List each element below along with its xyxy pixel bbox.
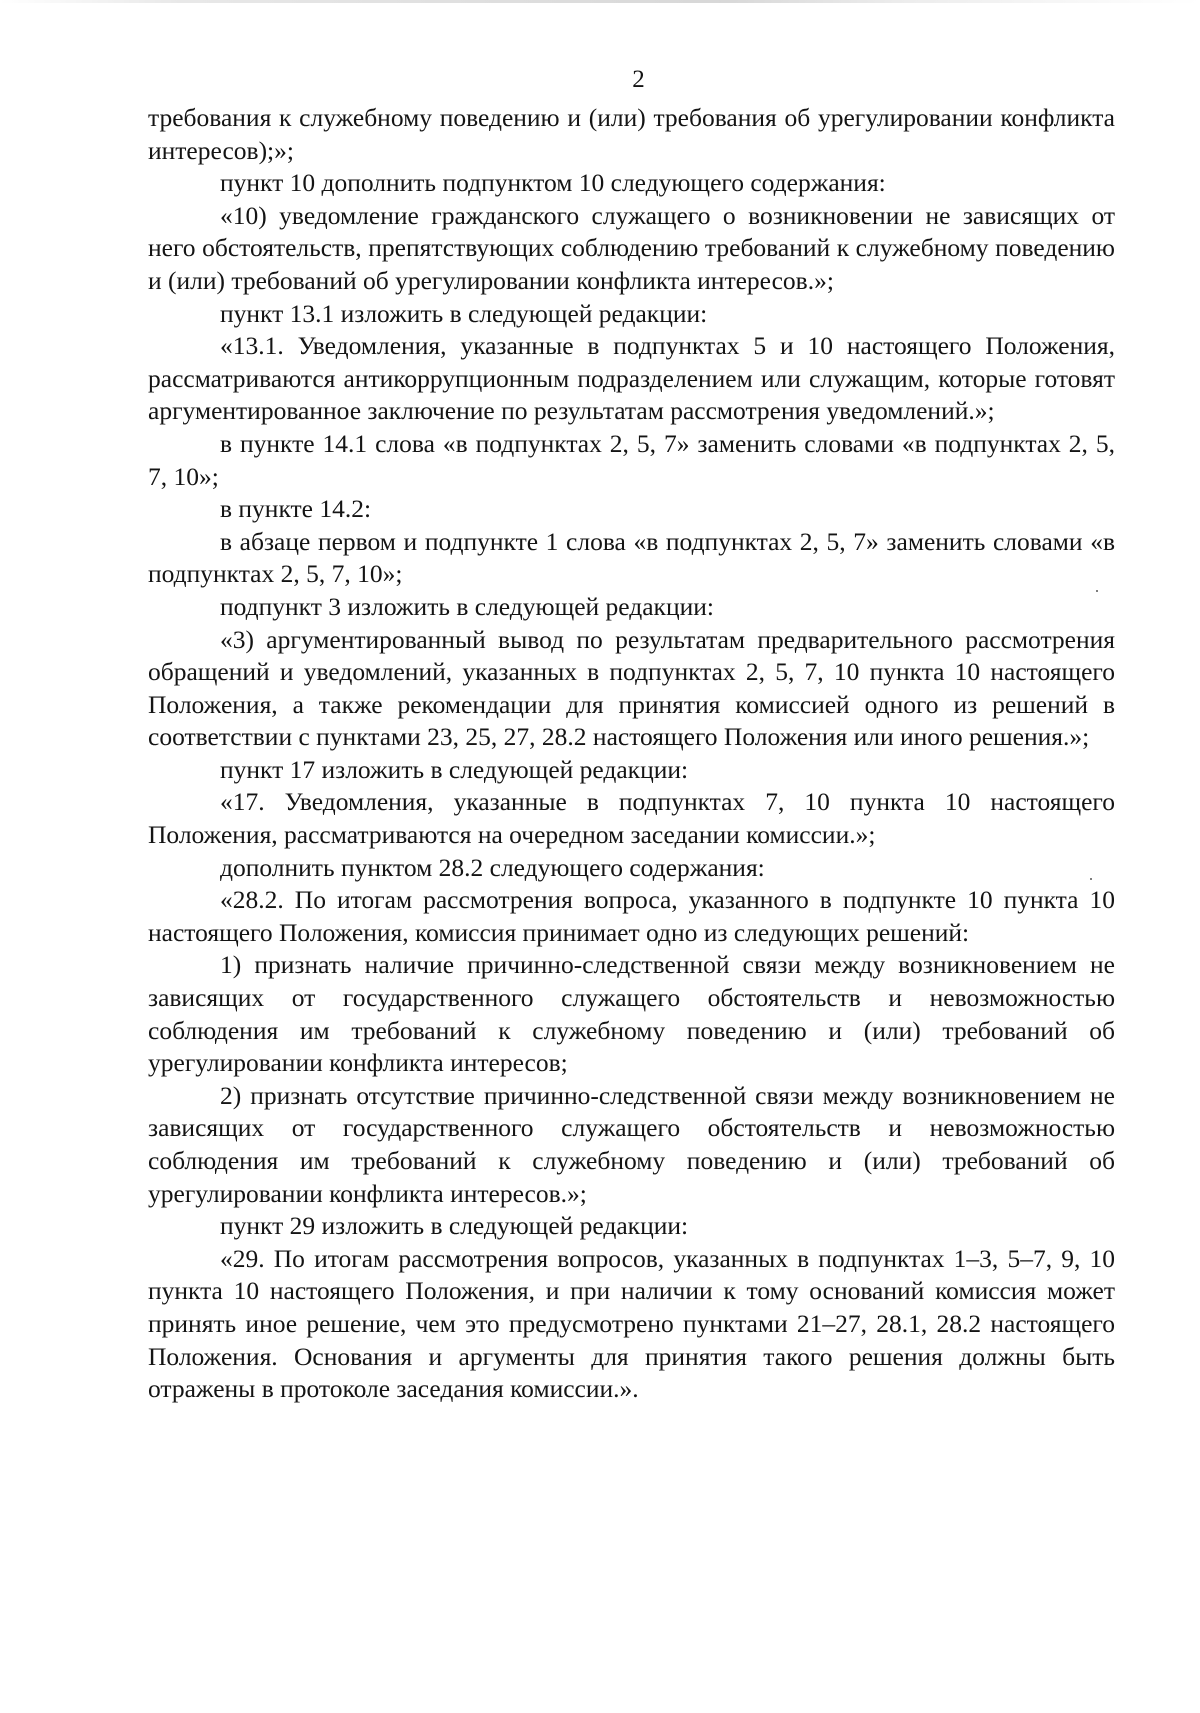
paragraph-decision-2: 2) признать отсутствие причинно-следственной связи между возникновением не зависящих от государственного служащего обстоятельств и невозможностью соблюдения им требований к служебному поведению и (или) требований об урегулировании конфликта интересов.»; bbox=[148, 1080, 1115, 1208]
page-number: 2 bbox=[632, 66, 645, 93]
paragraph-point-28-2-intro: дополнить пунктом 28.2 следующего содержания: bbox=[220, 852, 765, 882]
paragraph-subpoint-10: «10) уведомление гражданского служащего о возникновении не зависящих от него обстоятельств, препятствующих соблюдению требований к служебному поведению и (или) требований об урегулировании конфликта интересов.»; bbox=[148, 200, 1115, 295]
paragraph-point-29: «29. По итогам рассмотрения вопросов, указанных в подпунктах 1–3, 5–7, 9, 10 пункта 10 настоящего Положения, и при наличии к тому оснований комиссия может принять иное решение, чем это предусмотрено пунктами 21–27, 28.1, 28.2 настоящего Положения. Основания и аргументы для принятия такого решения должны быть отражены в протоколе заседания комиссии.». bbox=[148, 1243, 1115, 1404]
paragraph-point-10-intro: пункт 10 дополнить подпунктом 10 следующего содержания: bbox=[220, 168, 886, 198]
paragraph-subpoint-3-intro: подпункт 3 изложить в следующей редакции: bbox=[220, 591, 714, 621]
document-body bbox=[148, 102, 1115, 1406]
paragraph-point-14-1: в пункте 14.1 слова «в подпунктах 2, 5, 7» заменить словами «в подпунктах 2, 5, 7, 10»; bbox=[148, 428, 1115, 491]
paragraph-point-13-1: «13.1. Уведомления, указанные в подпунктах 5 и 10 настоящего Положения, рассматриваются антикоррупционным подразделением или служащим, которые готовят аргументированное заключение по результатам рассмотрения уведомлений.»; bbox=[148, 331, 1115, 426]
paragraph-continuation: требования к служебному поведению и (или) требования об урегулировании конфликта интересов);»; bbox=[148, 103, 1115, 165]
paragraph-point-28-2: «28.2. По итогам рассмотрения вопроса, указанного в подпункте 10 пункта 10 настоящего Положения, комиссия принимает одно из следующих решений: bbox=[148, 885, 1115, 947]
paragraph-point-17: «17. Уведомления, указанные в подпунктах 7, 10 пункта 10 настоящего Положения, рассматриваются на очередном заседании комиссии.»; bbox=[148, 787, 1115, 850]
scan-speck bbox=[1096, 590, 1098, 592]
paragraph-point-14-2-intro: в пункте 14.2: bbox=[220, 494, 372, 524]
paragraph-subpoint-3: «3) аргументированный вывод по результатам предварительного рассмотрения обращений и уведомлений, указанных в подпунктах 2, 5, 7, 10 пункта 10 настоящего Положения, а также рекомендации для принятия комиссией одного из решений в соответствии с пунктами 23, 25, 27, 28.2 настоящего Положения или иного решения.»; bbox=[148, 624, 1115, 752]
paragraph-point-17-intro: пункт 17 изложить в следующей редакции: bbox=[220, 754, 689, 784]
paragraph-decision-1: 1) признать наличие причинно-следственной связи между возникновением не зависящих от государственного служащего обстоятельств и невозможностью соблюдения им требований к служебному поведению и (или) требований об урегулировании конфликта интересов; bbox=[148, 950, 1115, 1078]
paragraph-point-13-1-intro: пункт 13.1 изложить в следующей редакции: bbox=[220, 298, 708, 328]
scan-speck bbox=[1090, 878, 1092, 880]
document-page bbox=[148, 60, 1115, 1406]
paragraph-point-14-2-first: в абзаце первом и подпункте 1 слова «в подпунктах 2, 5, 7» заменить словами «в подпунктах 2, 5, 7, 10»; bbox=[148, 526, 1115, 589]
scan-top-edge bbox=[0, 0, 1200, 3]
paragraph-point-29-intro: пункт 29 изложить в следующей редакции: bbox=[220, 1211, 689, 1241]
